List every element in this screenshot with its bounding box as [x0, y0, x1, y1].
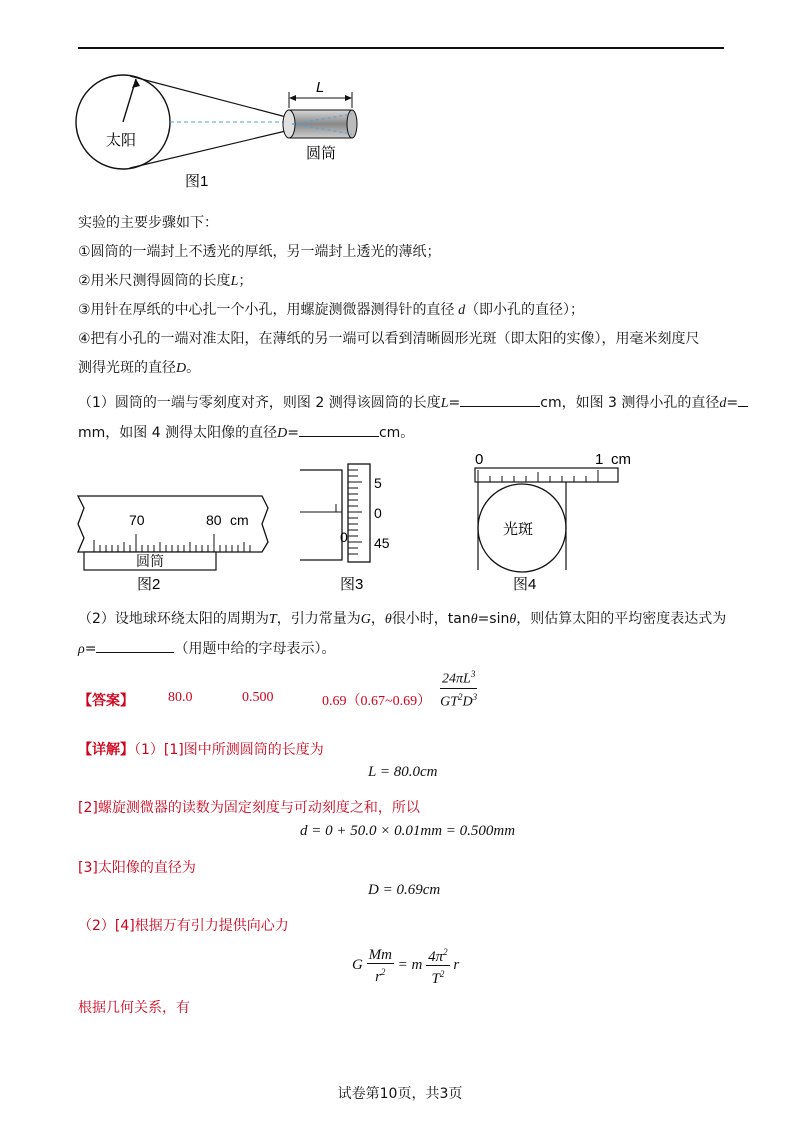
- figure-1-caption: 图1: [185, 173, 209, 190]
- thimble: [348, 464, 370, 562]
- figure-3: [300, 462, 435, 594]
- ruler-ticks: [94, 534, 250, 552]
- equation-4: G $\frac{Mm}{r^2}$ = m $\frac{4\pi^2}{T^2}$ r: [352, 944, 459, 987]
- label-0-main: 0: [340, 529, 348, 545]
- micrometer-frame: [300, 470, 342, 560]
- step-4-line-1: ④把有小孔的一端对准太阳，在薄纸的另一端可以看到清晰圆形光斑（即太阳的实像），用毫米刻度尺: [78, 331, 700, 347]
- answer-4-formula: $\frac{24\pi L^3}{GT^2D^3}$: [440, 666, 477, 710]
- answer-1: 80.0: [168, 690, 193, 705]
- label-1: 1: [595, 451, 604, 468]
- step-1: ①圆筒的一端封上不透光的厚纸，另一端封上透光的薄纸；: [78, 244, 441, 260]
- tick-80: 80: [206, 512, 222, 528]
- figure-4: [465, 448, 631, 594]
- blank-rho[interactable]: [96, 638, 174, 653]
- unit-cm: cm: [611, 451, 631, 468]
- question-2-line-1: （2）设地球环绕太阳的周期为T，引力常量为G，θ很小时，tanθ=sinθ，则估算太阳的平均密度表达式为: [78, 611, 727, 627]
- answer-tag: 【答案】: [78, 693, 134, 709]
- label-5: 5: [374, 475, 382, 491]
- scale-bar: [475, 468, 618, 482]
- figure-4-caption: 图4: [513, 576, 537, 593]
- unit-cm: cm: [230, 512, 249, 528]
- label-0: 0: [374, 505, 382, 521]
- explanation-line-3: [3]太阳像的直径为: [78, 860, 196, 876]
- spot-label: 光斑: [503, 521, 534, 538]
- arrowhead: [132, 79, 140, 88]
- top-rule: [78, 47, 724, 49]
- scale-ticks: [478, 470, 598, 482]
- figure-2: [74, 490, 274, 594]
- page-footer: 试卷第10页，共3页: [337, 1086, 463, 1102]
- equation-3: D = 0.69cm: [368, 882, 441, 898]
- tube-body: [289, 110, 352, 138]
- figure-2-caption: 图2: [137, 576, 161, 593]
- equation-2: d = 0 + 50.0 × 0.01mm = 0.500mm: [300, 823, 516, 839]
- tick-70: 70: [129, 512, 145, 528]
- answer-3: 0.69（0.67~0.69）: [322, 694, 432, 709]
- explanation-line-1: 【详解】（1）[1]图中所测圆筒的长度为: [78, 742, 324, 758]
- explanation-line-2: [2]螺旋测微器的读数为固定刻度与可动刻度之和，所以: [78, 800, 420, 816]
- answer-2: 0.500: [242, 690, 274, 705]
- question-1-line-2: mm，如图 4 测得太阳像的直径D= cm。: [78, 422, 414, 444]
- blank-D[interactable]: [299, 422, 379, 437]
- explanation-line-5: 根据几何关系，有: [78, 1000, 190, 1016]
- question-1-line-1: （1）圆筒的一端与零刻度对齐，则图 2 测得该圆筒的长度L= cm，如图 3 测得小孔的直径d=: [78, 392, 748, 414]
- figure-1: [70, 70, 370, 200]
- step-3: ③用针在厚纸的中心扎一个小孔，用螺旋测微器测得针的直径 d（即小孔的直径）；: [78, 302, 585, 318]
- thimble-ticks: [348, 470, 362, 554]
- question-2-line-2: ρ= （用题中给的字母表示）。: [78, 638, 335, 660]
- tube-label: 圆筒: [136, 553, 164, 569]
- blank-d[interactable]: [738, 392, 748, 407]
- label-L: L: [316, 79, 325, 96]
- ray-bottom: [130, 130, 290, 168]
- tube-label: 圆筒: [306, 145, 337, 162]
- step-4-line-2: 测得光斑的直径D。: [78, 360, 201, 376]
- ray-top: [130, 76, 290, 118]
- figure-3-caption: 图3: [340, 576, 364, 593]
- intro: 实验的主要步骤如下：: [78, 215, 218, 231]
- label-45: 45: [374, 535, 390, 551]
- label-0: 0: [475, 451, 484, 468]
- step-2: ②用米尺测得圆筒的长度L；: [78, 273, 253, 289]
- sun-label: 太阳: [106, 132, 137, 149]
- explanation-line-4: （2）[4]根据万有引力提供向心力: [78, 918, 289, 934]
- blank-L[interactable]: [460, 392, 540, 407]
- equation-1: L = 80.0cm: [368, 764, 438, 780]
